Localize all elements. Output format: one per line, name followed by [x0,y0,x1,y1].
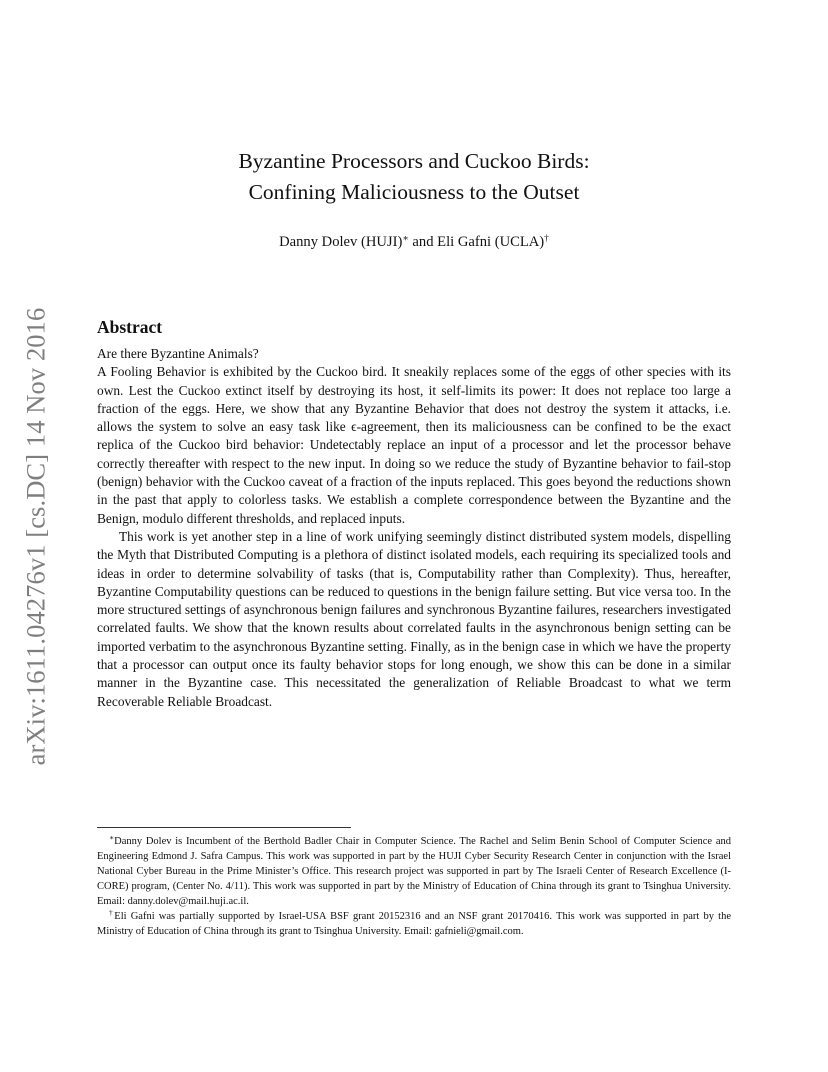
author-line [96,232,732,252]
author-gafni: Eli Gafni (UCLA) [437,234,545,250]
footnote-dolev-text: Danny Dolev is Incumbent of the Berthold Badler Chair in Computer Science. The Rachel and Selim Benin School of Computer Science and Engineering Edmond J. Safra Campus. This work was supported in part by the HUJI Cyber Security Research Center in conjunction with the Israel National Cyber Bureau in the Prime Minister’s Office. This research project was supported in part by The Israeli Center of Research Excellence (I-CORE) program, (Center No. 4/11). This work was supported in part by the Ministry of Education of China through its grant to Tsinghua University. Email: danny.dolev@mail.huji.ac.il. [97,836,731,907]
footnote-divider [97,827,351,828]
footnote-mark-gafni: † [544,234,549,244]
paper-title-line-2: Confining Maliciousness to the Outset [248,180,580,204]
abstract-paragraph-1: A Fooling Behavior is exhibited by the Cuckoo bird. It sneakily replaces some of the eggs of other species with its own. Lest the Cuckoo extinct itself by destroying its host, it self-limits its power: It does not replace too large a fraction of the eggs. Here, we show that any Byzantine Behavior that does not destroy the system it attacks, i.e. allows the system to solve an easy task like ϵ-agreement, then its maliciousness can be confined to be the exact replica of the Cuckoo bird behavior: Undetectably replace an input of a processor and let the processor behave correctly thereafter with respect to the new input. In doing so we reduce the study of Byzantine behavior to fail-stop (benign) behavior with the Cuckoo caveat of a fraction of the inputs replaced. This goes beyond the reductions shown in the past that apply to colorless tasks. We establish a complete correspondence between the Byzantine and the Benign, modulo different thresholds, and replaced inputs. [97,364,731,526]
footnote-mark-dolev: ∗ [402,234,409,244]
abstract-question: Are there Byzantine Animals? [97,346,259,361]
footnote-gafni-mark: † [109,908,115,917]
abstract-heading: Abstract [97,317,163,337]
footnote-dolev [97,834,731,909]
author-dolev: Danny Dolev (HUJI) [279,234,403,250]
footnote-dolev-mark: ∗ [109,833,115,842]
footnote-gafni-text: Eli Gafni was partially supported by Israel-USA BSF grant 20152316 and an NSF grant 20170416. This work was supported in part by the Ministry of Education of China through its grant to Tsinghua University. Email: gafnieli@gmail.com. [97,911,731,937]
paper-title [96,146,732,208]
author-conjunction: and [408,234,438,250]
abstract-paragraph-2: This work is yet another step in a line of work unifying seemingly distinct distributed system models, dispelling the Myth that Distributed Computing is a plethora of distinct isolated models, each requiring its specialized tools and ideas in order to determine solvability of tasks (that is, Computability rather than Complexity). Thus, hereafter, Byzantine Computability questions can be reduced to questions in the benign failure setting. But vice versa too. In the more structured settings of asynchronous benign failures and synchronous Byzantine failures, researchers investigated correlated faults. We show that the known results about correlated faults in the asynchronous benign setting can be imported verbatim to the asynchronous Byzantine setting. Finally, as in the benign case in which we have the property that a processor can output once its faulty behavior stops for long enough, we show this can be done in a similar manner in the Byzantine case. This necessitated the generalization of Reliable Broadcast to what we term Recoverable Reliable Broadcast. [97,528,731,709]
paper-title-line-1: Byzantine Processors and Cuckoo Birds: [238,149,590,173]
abstract-section [97,315,731,711]
footnote-gafni [97,909,731,939]
footnotes-section [97,827,731,939]
arxiv-identifier-text: arXiv:1611.04276v1 [cs.DC] 14 Nov 2016 [20,307,51,765]
arxiv-identifier-stamp [8,0,64,1072]
